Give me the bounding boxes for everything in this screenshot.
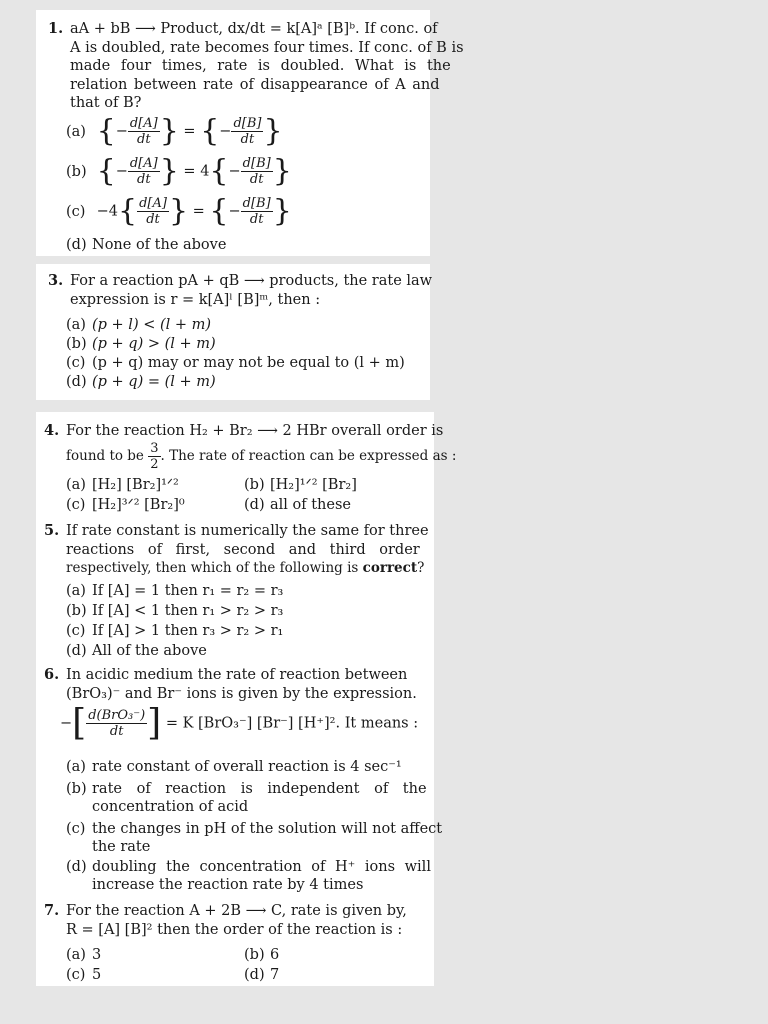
option-text: 3 bbox=[92, 947, 102, 963]
question-text-line: In acidic medium the rate of reaction between bbox=[66, 667, 408, 683]
option-c[interactable]: (c) (p + q) may or may not be equal to (l + m) bbox=[66, 355, 405, 371]
option-text: [H₂] [Br₂]¹ᐟ² bbox=[92, 477, 179, 493]
question-text-line: For the reaction H₂ + Br₂ ⟶ 2 HBr overall order is bbox=[66, 423, 444, 439]
order-fraction: $\frac{3}{2}$ bbox=[150, 440, 159, 472]
rate-fraction: $\frac{\text{d(BrO₃⁻)}}{dt}$ bbox=[88, 708, 146, 739]
option-c[interactable]: (c) the changes in pH of the solution will not affect the rate bbox=[66, 821, 443, 855]
option-d[interactable]: (d) doubling the concentration of H⁺ ions will increase the reaction rate by 4 times bbox=[66, 859, 431, 893]
option-b[interactable]: (b) [H₂]¹ᐟ² [Br₂] bbox=[244, 477, 357, 493]
option-d[interactable]: (d) 7 bbox=[244, 967, 280, 983]
option-text: all of these bbox=[270, 497, 352, 513]
option-c[interactable]: (c) [H₂]³ᐟ² [Br₂]⁰ bbox=[66, 497, 185, 513]
option-text: All of the above bbox=[92, 643, 207, 659]
question-number: 7. bbox=[44, 902, 60, 919]
option-c[interactable]: (c) 5 bbox=[66, 967, 102, 983]
option-b[interactable]: (b) If [A] < 1 then r₁ > r₂ > r₃ bbox=[66, 603, 284, 619]
question-text-line: R = [A] [B]² then the order of the reaction is : bbox=[66, 921, 403, 938]
option-text: If [A] > 1 then r₃ > r₂ > r₁ bbox=[92, 623, 284, 639]
option-text: (p + q) > (l + m) bbox=[92, 336, 216, 352]
option-text: [H₂]¹ᐟ² [Br₂] bbox=[270, 477, 357, 493]
option-b[interactable]: (b) (p + q) > (l + m) bbox=[66, 336, 216, 352]
option-text: None of the above bbox=[92, 237, 227, 253]
question-card-1 bbox=[36, 10, 464, 256]
option-label: (b) bbox=[66, 163, 87, 180]
question-text-line: expression is r = k[A]ˡ [B]ᵐ, then : bbox=[70, 291, 321, 308]
option-a[interactable]: (a) {− $\frac{d[A]}{dt}$ } = {− $\frac{d[B]}{dt}$ } bbox=[66, 113, 283, 149]
option-text: the changes in pH of the solution will not affect bbox=[92, 821, 443, 837]
option-a[interactable]: (a) rate constant of overall reaction is 4 sec⁻¹ bbox=[66, 759, 402, 775]
question-text-line: made four times, rate is doubled. What is the bbox=[70, 58, 451, 74]
option-a[interactable]: (a) [H₂] [Br₂]¹ᐟ² bbox=[66, 477, 179, 493]
option-d[interactable]: (d) (p + q) = (l + m) bbox=[66, 374, 216, 390]
option-text: 6 bbox=[270, 947, 280, 963]
rate-expression: −[ $\frac{\text{d(BrO₃⁻)}}{dt}$ ] = K [BrO₃⁻] [Br⁻] [H⁺]². It means : bbox=[60, 702, 419, 744]
option-a[interactable]: (a) 3 bbox=[66, 947, 102, 963]
question-number: 4. bbox=[44, 422, 60, 439]
option-text: rate of reaction is independent of the bbox=[92, 781, 427, 797]
rate-fraction: $\frac{d[B]}{dt}$ bbox=[242, 156, 271, 187]
question-4: 4. For the reaction H₂ + Br₂ ⟶ 2 HBr overall order is found to be $\frac{3}{2}$ . The rate of reaction can be expressed as : bbox=[44, 422, 457, 472]
option-text: [H₂]³ᐟ² [Br₂]⁰ bbox=[92, 497, 185, 513]
option-b[interactable]: (b) rate of reaction is independent of the concentration of acid bbox=[66, 781, 427, 815]
option-c[interactable]: (c) −4{ $\frac{d[A]}{dt}$ } = {− $\frac{d[B]}{dt}$ } bbox=[66, 193, 292, 229]
option-text: (p + q) may or may not be equal to (l + m) bbox=[92, 355, 405, 371]
option-d[interactable] bbox=[66, 236, 226, 254]
question-5: 5. If rate constant is numerically the same for three reactions of first, second and third order respectively, then which of the following is correct? bbox=[44, 522, 429, 576]
question-number: 3. bbox=[48, 272, 64, 289]
option-b[interactable]: (b) {− $\frac{d[A]}{dt}$ } = 4{− $\frac{d[B]}{dt}$ } bbox=[66, 153, 292, 189]
question-text-line: aA + bB ⟶ Product, dx/dt = k[A]ᵃ [B]ᵇ. If conc. of bbox=[70, 21, 438, 37]
option-a[interactable]: (a) (p + l) < (l + m) bbox=[66, 317, 212, 333]
option-text: 5 bbox=[92, 967, 102, 983]
option-text: rate constant of overall reaction is 4 sec⁻¹ bbox=[92, 759, 402, 775]
question-text-line: relation between rate of disappearance of A and bbox=[70, 76, 440, 93]
question-text-line: For the reaction A + 2B ⟶ C, rate is given by, bbox=[66, 903, 407, 919]
option-c[interactable]: (c) If [A] > 1 then r₃ > r₂ > r₁ bbox=[66, 623, 284, 639]
option-text: increase the reaction rate by 4 times bbox=[92, 877, 364, 893]
option-text: (p + l) < (l + m) bbox=[92, 317, 212, 333]
question-card-4-7 bbox=[36, 412, 457, 986]
question-number: 1. bbox=[48, 20, 64, 37]
option-text: the rate bbox=[92, 839, 151, 855]
question-1 bbox=[48, 20, 464, 113]
option-d[interactable]: (d) all of these bbox=[244, 497, 352, 513]
option-label: (d) bbox=[66, 237, 87, 253]
question-text-line: (BrO₃)⁻ and Br⁻ ions is given by the expression. bbox=[66, 685, 417, 702]
option-text: concentration of acid bbox=[92, 799, 249, 815]
rate-fraction: $\frac{d[B]}{dt}$ bbox=[233, 116, 262, 147]
option-b[interactable]: (b) 6 bbox=[244, 947, 280, 963]
option-text: If [A] < 1 then r₁ > r₂ > r₃ bbox=[92, 603, 284, 619]
option-text: doubling the concentration of H⁺ ions will bbox=[92, 859, 431, 875]
rate-fraction: $\frac{d[A]}{dt}$ bbox=[129, 156, 158, 187]
question-text-line: If rate constant is numerically the same for three bbox=[66, 523, 429, 539]
question-number: 5. bbox=[44, 522, 60, 539]
question-text-line: For a reaction pA + qB ⟶ products, the rate law bbox=[70, 273, 433, 289]
option-label: (c) bbox=[66, 203, 86, 220]
option-d[interactable]: (d) All of the above bbox=[66, 643, 207, 659]
question-text-line: reactions of first, second and third order bbox=[66, 541, 420, 558]
question-number: 6. bbox=[44, 666, 60, 683]
option-label: (a) bbox=[66, 123, 86, 140]
rate-fraction: $\frac{d[A]}{dt}$ bbox=[129, 116, 158, 147]
question-6 bbox=[44, 666, 428, 703]
question-card-3 bbox=[36, 264, 433, 400]
option-text: (p + q) = (l + m) bbox=[92, 374, 216, 390]
question-7 bbox=[44, 902, 428, 939]
question-3 bbox=[48, 272, 433, 309]
option-text: If [A] = 1 then r₁ = r₂ = r₃ bbox=[92, 583, 284, 599]
option-a[interactable]: (a) If [A] = 1 then r₁ = r₂ = r₃ bbox=[66, 583, 284, 599]
question-text-line: that of B? bbox=[70, 95, 142, 111]
question-text-line: A is doubled, rate becomes four times. If conc. of B is bbox=[70, 39, 464, 56]
option-text: 7 bbox=[270, 967, 280, 983]
rate-fraction: $\frac{d[A]}{dt}$ bbox=[139, 196, 167, 227]
rate-fraction: $\frac{d[B]}{dt}$ bbox=[242, 196, 271, 227]
